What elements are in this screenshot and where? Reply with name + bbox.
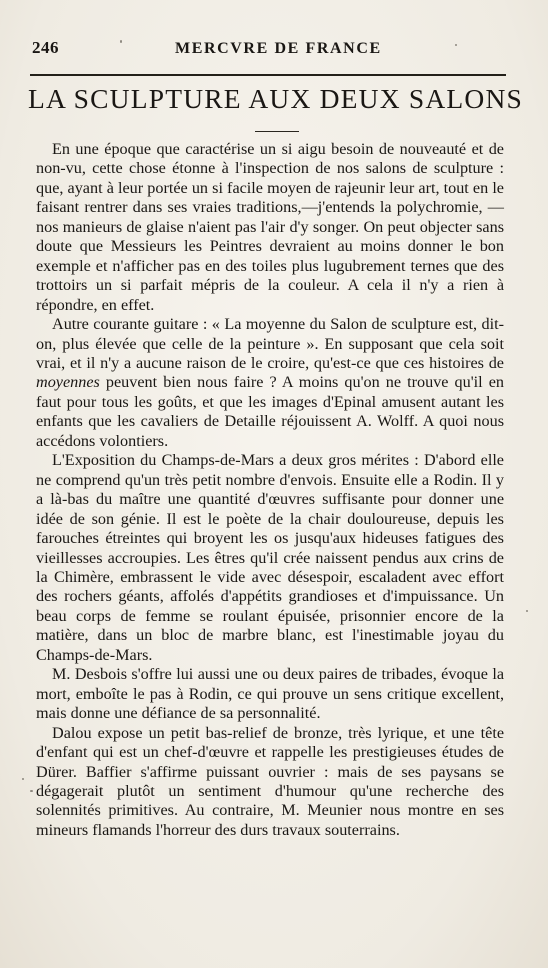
running-head: MERCVRE DE FRANCE [175, 40, 382, 57]
paragraph-3: L'Exposition du Champs-de-Mars a deux gros mérites : D'abord elle ne comprend qu'un très petit nombre d'envois. Ensuite elle a Rodin. Il y a là-bas du maître une quantité d'œuvres suffisante pour donner une idée de son génie. Il est le poète de la chair douloureuse, depuis les farouches étreintes qui broyent les os jusqu'aux hideuses fatigues des vieillesses accroupies. Les êtres qu'il crée naissent pendus aux crins de la Chimère, embrassent le vide avec désespoir, escaladent avec effort des rochers géants, affolés d'appétits grandioses et d'impuissance. Un beau corps de femme se roulant épuisée, prisonnier encore de la matière, dans un bloc de marbre blanc, est l'inestimable joyau du Champs-de-Mars. [36, 451, 504, 664]
paragraph-2-start: Autre courante guitare : « La moyenne du Salon de sculpture est, dit-on, plus élevée que celle de la peinture ». En supposant que cela soit vrai, et il n'y a aucune raison de le croire, qu'est-ce que ces histoires de [36, 315, 504, 372]
ink-speck [455, 44, 457, 46]
paragraph-4: M. Desbois s'offre lui aussi une ou deux paires de tribades, évoque la mort, emboîte le pas à Rodin, ce qui prouve un sens critique excellent, mais donne une défiance de sa personnalité. [36, 665, 504, 723]
emphasis-moyennes: moyennes [36, 373, 100, 392]
article-body [36, 140, 504, 840]
paragraph-1: En une époque que caractérise un si aigu besoin de nouveauté et de non-vu, cette chose étonne à l'inspection de nos salons de sculpture : que, ayant à leur portée un si facile moyen de rajeunir leur art, tout en le faisant rentrer dans ses vraies traditions,—j'entends la polychromie, — nos manieurs de glaise n'aient pas l'air d'y songer. On peut objecter sans doute que Messieurs les Peintres devraient au moins donner le bon exemple et n'afficher pas en des toiles plus lugubrement ternes que des trottoirs un si parfait mépris de la couleur. A cela il n'y a rien à répondre, en effet. [36, 140, 504, 314]
paragraph-2-end: peuvent bien nous faire ? A moins qu'on ne trouve qu'il en faut pour tous les goûts, et que les images d'Epinal amusent autant les enfants que les cavaliers de Detaille réjouissent A. Wolff. A quoi nous accédons volontiers. [36, 373, 504, 450]
title-rule [255, 131, 299, 132]
page-header [32, 34, 506, 64]
header-rule [30, 74, 506, 76]
article-title: LA SCULPTURE AUX DEUX SALONS [28, 83, 524, 114]
ink-speck [22, 778, 24, 780]
ink-speck [120, 40, 122, 43]
page-number: 246 [32, 38, 59, 57]
ink-speck [526, 610, 528, 612]
paragraph-2 [36, 315, 504, 451]
ink-speck [30, 790, 33, 792]
paragraph-5: Dalou expose un petit bas-relief de bronze, très lyrique, et une tête d'enfant qui est un chef-d'œuvre et rappelle les prestigieuses études de Dürer. Baffier s'affirme puissant ouvrier : mais de ses paysans se dégagerait plutôt un sentiment d'humour qu'une recherche des solennités primitives. Au contraire, M. Meunier nous montre en ses mineurs flamands l'horreur des durs travaux souterrains. [36, 723, 504, 839]
